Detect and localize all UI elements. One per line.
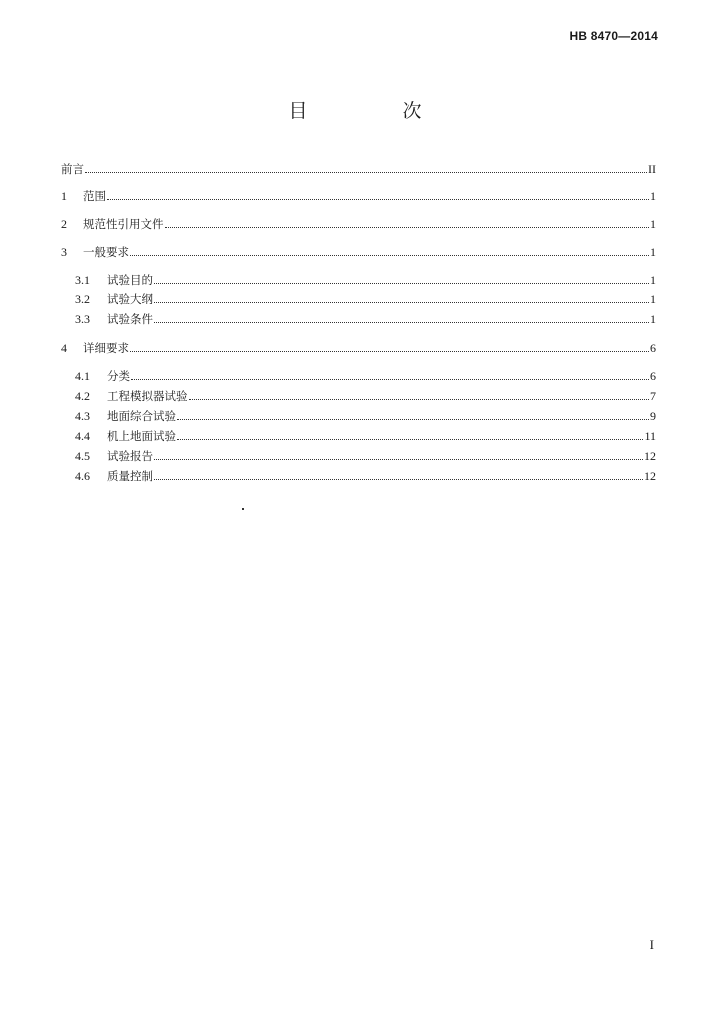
toc-entry-page: 1 — [650, 189, 656, 203]
toc-entry-4[interactable] — [61, 339, 656, 357]
toc-entry-label: 试验报告 — [107, 449, 153, 463]
toc-entry-page: 1 — [650, 292, 656, 306]
toc-leader-dots — [154, 302, 649, 303]
toc-entry-label: 机上地面试验 — [107, 429, 176, 443]
toc-entry-label: 工程模拟器试验 — [107, 389, 188, 403]
toc-entry-label: 一般要求 — [83, 245, 129, 259]
toc-entry-page: II — [648, 162, 656, 176]
toc-entry-4-2[interactable] — [75, 387, 656, 405]
toc-leader-dots — [85, 172, 647, 173]
toc-entry-number: 3.3 — [75, 312, 90, 326]
toc-entry-page: 1 — [650, 245, 656, 259]
toc-entry-3-2[interactable] — [75, 290, 656, 308]
toc-entry-number: 3 — [61, 245, 67, 259]
toc-entry-page: 12 — [644, 469, 656, 483]
toc-entry-label: 前言 — [61, 162, 84, 176]
toc-leader-dots — [130, 351, 649, 352]
toc-entry-number: 4 — [61, 341, 67, 355]
toc-entry-3[interactable] — [61, 243, 656, 261]
page-number: I — [649, 937, 654, 952]
toc-entry-number: 3.2 — [75, 292, 90, 306]
toc-entry-1[interactable] — [61, 187, 656, 205]
toc-entry-number: 4.1 — [75, 369, 90, 383]
toc-entry-label: 地面综合试验 — [107, 409, 176, 423]
toc-entry-page: 7 — [650, 389, 656, 403]
toc-entry-3-1[interactable] — [75, 271, 656, 289]
toc-entry-page: 1 — [650, 312, 656, 326]
toc-entry-number: 4.2 — [75, 389, 90, 403]
toc-entry-page: 1 — [650, 273, 656, 287]
toc-title: 目 次 — [288, 100, 460, 122]
toc-entry-foreword[interactable] — [61, 160, 656, 178]
toc-leader-dots — [177, 419, 649, 420]
toc-entry-2[interactable] — [61, 215, 656, 233]
toc-leader-dots — [131, 379, 649, 380]
toc-entry-page: 11 — [644, 429, 656, 443]
toc-entry-page: 6 — [650, 369, 656, 383]
toc-entry-label: 试验目的 — [107, 273, 153, 287]
toc-entry-3-3[interactable] — [75, 310, 656, 328]
stray-mark — [242, 508, 244, 510]
toc-entry-label: 规范性引用文件 — [83, 217, 164, 231]
toc-entry-number: 3.1 — [75, 273, 90, 287]
toc-entry-label: 试验大纲 — [107, 292, 153, 306]
toc-entry-number: 4.3 — [75, 409, 90, 423]
toc-leader-dots — [154, 459, 643, 460]
toc-leader-dots — [130, 255, 649, 256]
toc-leader-dots — [189, 399, 650, 400]
toc-entry-number: 4.4 — [75, 429, 90, 443]
toc-leader-dots — [154, 283, 649, 284]
toc-entry-label: 详细要求 — [83, 341, 129, 355]
toc-entry-page: 12 — [644, 449, 656, 463]
toc-entry-page: 9 — [650, 409, 656, 423]
toc-leader-dots — [107, 199, 649, 200]
toc-entry-number: 4.5 — [75, 449, 90, 463]
toc-entry-4-4[interactable] — [75, 427, 656, 445]
toc-entry-number: 2 — [61, 217, 67, 231]
toc-leader-dots — [154, 479, 643, 480]
toc-entry-label: 质量控制 — [107, 469, 153, 483]
toc-entry-number: 4.6 — [75, 469, 90, 483]
toc-entry-4-3[interactable] — [75, 407, 656, 425]
toc-entry-label: 范围 — [83, 189, 106, 203]
document-code: HB 8470—2014 — [569, 29, 658, 43]
toc-entry-label: 试验条件 — [107, 312, 153, 326]
toc-entry-4-5[interactable] — [75, 447, 656, 465]
toc-leader-dots — [165, 227, 650, 228]
toc-entry-4-1[interactable] — [75, 367, 656, 385]
toc-leader-dots — [177, 439, 643, 440]
toc-entry-number: 1 — [61, 189, 67, 203]
toc-entry-page: 6 — [650, 341, 656, 355]
toc-entry-page: 1 — [650, 217, 656, 231]
toc-leader-dots — [154, 322, 649, 323]
toc-entry-4-6[interactable] — [75, 467, 656, 485]
toc-entry-label: 分类 — [107, 369, 130, 383]
